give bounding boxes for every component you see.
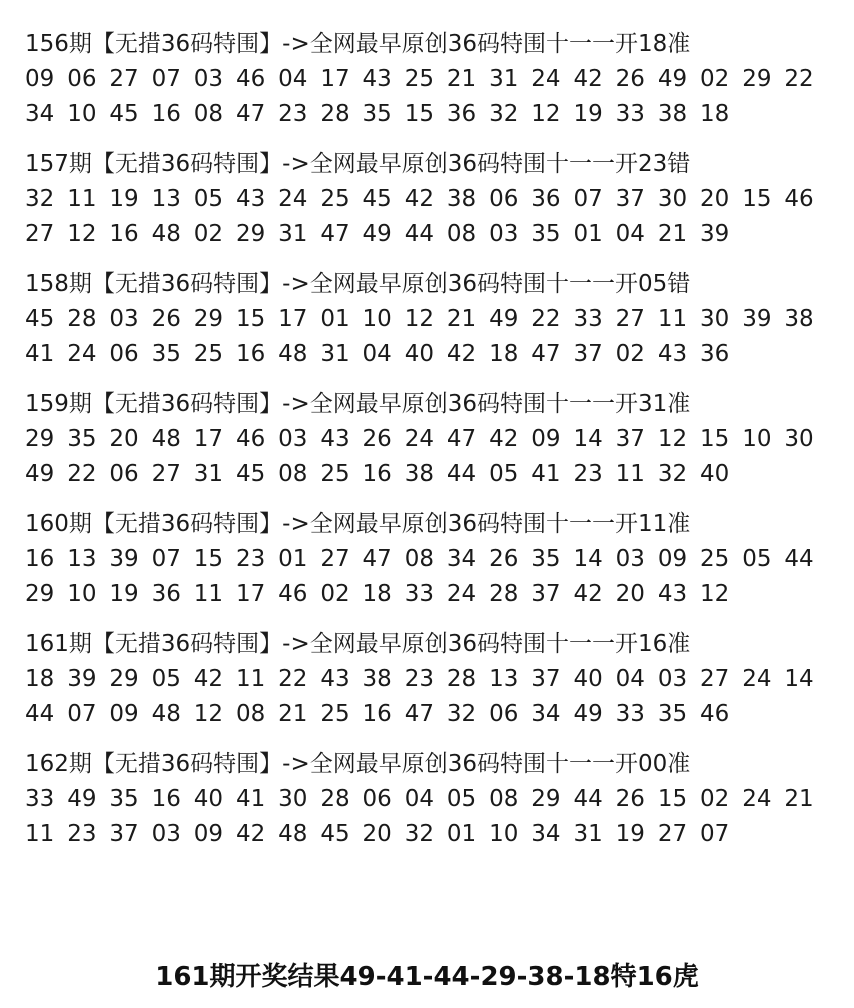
number-cell: 38: [362, 666, 392, 692]
number-cell: 08: [446, 221, 477, 247]
number-cell: 42: [573, 66, 603, 92]
number-cell: 37: [531, 581, 561, 607]
number-cell: 12: [700, 581, 730, 607]
number-cell: 01: [573, 221, 603, 247]
number-cell: 22: [784, 66, 814, 92]
number-cell: 31: [320, 341, 350, 367]
number-cell: 19: [109, 186, 139, 212]
number-cell: 09: [109, 701, 139, 727]
number-cell: 41: [25, 341, 55, 367]
draw-result: 161期开奖结果49-41-44-29-38-18特16虎: [155, 962, 699, 992]
number-cell: 08: [193, 101, 224, 127]
number-cell: 29: [531, 786, 561, 812]
entry-title: 158期【无措36码特围】->全网最早原创36码特围十一一开05错: [25, 271, 691, 297]
number-cell: 44: [25, 701, 55, 727]
number-cell: 19: [615, 821, 645, 847]
number-cell: 06: [489, 701, 519, 727]
number-cell: 01: [320, 306, 350, 332]
number-cell: 29: [235, 221, 266, 247]
number-cell: 23: [278, 101, 308, 127]
number-cell: 38: [404, 461, 434, 487]
number-cell: 31: [573, 821, 603, 847]
number-cell: 24: [446, 581, 477, 607]
number-cell: 23: [235, 546, 266, 572]
number-cell: 27: [109, 66, 139, 92]
number-cell: 13: [151, 186, 181, 212]
number-cell: 30: [784, 426, 814, 452]
number-cell: 34: [531, 821, 561, 847]
number-cell: 36: [446, 101, 477, 127]
number-cell: 26: [489, 546, 519, 572]
number-cell: 27: [657, 821, 688, 847]
number-cell: 21: [784, 786, 814, 812]
number-cell: 13: [489, 666, 519, 692]
number-cell: 09: [193, 821, 224, 847]
number-cell: 14: [573, 426, 603, 452]
number-cell: 25: [193, 341, 224, 367]
number-cell: 10: [489, 821, 519, 847]
number-row: [25, 422, 835, 457]
number-cell: 47: [362, 546, 392, 572]
number-cell: 27: [700, 666, 730, 692]
number-cell: 08: [489, 786, 519, 812]
number-cell: 42: [446, 341, 477, 367]
number-cell: 02: [700, 66, 730, 92]
number-cell: 43: [320, 666, 350, 692]
number-cell: 20: [700, 186, 730, 212]
number-cell: 17: [278, 306, 308, 332]
number-cell: 04: [278, 66, 308, 92]
number-cell: 48: [151, 426, 181, 452]
number-cell: 23: [67, 821, 97, 847]
number-cell: 45: [109, 101, 139, 127]
number-cell: 41: [235, 786, 266, 812]
number-cell: 47: [446, 426, 477, 452]
number-cell: 45: [362, 186, 392, 212]
number-row: [25, 182, 835, 217]
number-cell: 48: [278, 821, 308, 847]
number-cell: 34: [25, 101, 55, 127]
number-cell: 16: [109, 221, 139, 247]
number-cell: 49: [67, 786, 97, 812]
number-cell: 47: [404, 701, 434, 727]
number-row: [25, 817, 835, 852]
number-cell: 45: [235, 461, 266, 487]
number-cell: 29: [25, 581, 55, 607]
number-cell: 12: [193, 701, 224, 727]
number-cell: 42: [193, 666, 224, 692]
number-cell: 43: [235, 186, 266, 212]
number-row: [25, 302, 835, 337]
number-cell: 25: [404, 66, 434, 92]
number-cell: 38: [657, 101, 688, 127]
number-cell: 15: [235, 306, 266, 332]
number-cell: 14: [784, 666, 814, 692]
number-cell: 22: [531, 306, 561, 332]
number-cell: 16: [235, 341, 266, 367]
number-cell: 39: [109, 546, 139, 572]
number-cell: 40: [193, 786, 224, 812]
number-cell: 33: [615, 101, 645, 127]
number-cell: 17: [235, 581, 266, 607]
entry-title: 157期【无措36码特围】->全网最早原创36码特围十一一开23错: [25, 151, 691, 177]
number-cell: 22: [278, 666, 308, 692]
number-cell: 43: [320, 426, 350, 452]
number-cell: 19: [573, 101, 603, 127]
number-cell: 04: [404, 786, 434, 812]
number-cell: 44: [446, 461, 477, 487]
number-cell: 13: [67, 546, 97, 572]
number-cell: 10: [67, 101, 97, 127]
number-cell: 19: [109, 581, 139, 607]
number-cell: 12: [531, 101, 561, 127]
number-cell: 40: [404, 341, 434, 367]
number-cell: 37: [615, 186, 645, 212]
number-cell: 47: [235, 101, 266, 127]
number-cell: 07: [700, 821, 730, 847]
number-cell: 47: [320, 221, 350, 247]
number-cell: 25: [320, 461, 350, 487]
number-cell: 06: [362, 786, 392, 812]
number-cell: 05: [742, 546, 772, 572]
number-cell: 35: [109, 786, 139, 812]
number-cell: 06: [489, 186, 519, 212]
number-cell: 35: [67, 426, 97, 452]
number-cell: 28: [67, 306, 97, 332]
number-cell: 09: [25, 66, 55, 92]
number-cell: 44: [573, 786, 603, 812]
number-cell: 09: [657, 546, 688, 572]
number-cell: 03: [278, 426, 308, 452]
entry-title: 159期【无措36码特围】->全网最早原创36码特围十一一开31准: [25, 391, 691, 417]
number-cell: 26: [151, 306, 181, 332]
number-cell: 35: [531, 221, 561, 247]
number-cell: 48: [151, 701, 181, 727]
number-cell: 12: [67, 221, 97, 247]
number-cell: 03: [109, 306, 139, 332]
number-cell: 03: [657, 666, 688, 692]
prediction-entry-157: [25, 147, 835, 252]
number-cell: 37: [615, 426, 645, 452]
number-cell: 23: [404, 666, 434, 692]
number-cell: 12: [657, 426, 688, 452]
number-cell: 32: [404, 821, 434, 847]
number-cell: 29: [742, 66, 772, 92]
number-cell: 11: [193, 581, 224, 607]
number-cell: 45: [25, 306, 55, 332]
number-cell: 45: [320, 821, 350, 847]
number-cell: 12: [404, 306, 434, 332]
number-cell: 03: [615, 546, 645, 572]
number-cell: 48: [151, 221, 181, 247]
number-cell: 46: [700, 701, 730, 727]
number-cell: 06: [67, 66, 97, 92]
number-cell: 16: [25, 546, 55, 572]
entry-title: 160期【无措36码特围】->全网最早原创36码特围十一一开11准: [25, 511, 691, 537]
number-cell: 10: [742, 426, 772, 452]
number-cell: 44: [784, 546, 814, 572]
number-cell: 02: [320, 581, 350, 607]
number-cell: 11: [615, 461, 645, 487]
number-cell: 02: [193, 221, 224, 247]
number-cell: 24: [742, 786, 772, 812]
number-cell: 18: [25, 666, 55, 692]
number-cell: 11: [25, 821, 55, 847]
number-cell: 24: [278, 186, 308, 212]
number-cell: 38: [784, 306, 814, 332]
number-cell: 27: [615, 306, 645, 332]
number-cell: 24: [531, 66, 561, 92]
number-cell: 25: [700, 546, 730, 572]
number-cell: 17: [193, 426, 224, 452]
number-cell: 10: [67, 581, 97, 607]
number-cell: 33: [25, 786, 55, 812]
number-cell: 15: [193, 546, 224, 572]
number-cell: 49: [25, 461, 55, 487]
number-cell: 21: [446, 306, 477, 332]
number-cell: 36: [700, 341, 730, 367]
number-cell: 40: [573, 666, 603, 692]
number-row: [25, 697, 835, 732]
number-cell: 04: [615, 666, 645, 692]
number-cell: 25: [320, 186, 350, 212]
number-cell: 38: [446, 186, 477, 212]
number-cell: 47: [531, 341, 561, 367]
number-cell: 43: [657, 581, 688, 607]
number-cell: 15: [742, 186, 772, 212]
number-cell: 03: [151, 821, 181, 847]
number-row: [25, 782, 835, 817]
number-cell: 20: [362, 821, 392, 847]
number-cell: 28: [446, 666, 477, 692]
number-cell: 36: [531, 186, 561, 212]
number-cell: 39: [67, 666, 97, 692]
number-cell: 26: [615, 786, 645, 812]
prediction-list: [25, 27, 835, 867]
number-cell: 36: [151, 581, 181, 607]
number-row: [25, 62, 835, 97]
number-cell: 03: [489, 221, 519, 247]
number-cell: 24: [742, 666, 772, 692]
number-cell: 16: [151, 101, 181, 127]
number-row: [25, 542, 835, 577]
number-cell: 18: [489, 341, 519, 367]
number-cell: 04: [615, 221, 645, 247]
number-cell: 43: [657, 341, 688, 367]
number-cell: 05: [151, 666, 181, 692]
number-cell: 37: [573, 341, 603, 367]
prediction-entry-156: [25, 27, 835, 132]
number-cell: 31: [278, 221, 308, 247]
number-cell: 06: [109, 461, 139, 487]
number-cell: 46: [235, 66, 266, 92]
number-cell: 27: [320, 546, 350, 572]
number-cell: 49: [489, 306, 519, 332]
number-row: [25, 217, 835, 252]
number-cell: 48: [278, 341, 308, 367]
number-cell: 32: [489, 101, 519, 127]
number-row: [25, 577, 835, 612]
entry-title: 162期【无措36码特围】->全网最早原创36码特围十一一开00准: [25, 751, 691, 777]
prediction-entry-158: [25, 267, 835, 372]
number-cell: 16: [362, 701, 392, 727]
number-cell: 39: [742, 306, 772, 332]
number-cell: 35: [151, 341, 181, 367]
number-cell: 29: [193, 306, 224, 332]
number-cell: 41: [531, 461, 561, 487]
number-cell: 32: [446, 701, 477, 727]
number-cell: 20: [615, 581, 645, 607]
number-cell: 27: [151, 461, 181, 487]
number-cell: 15: [657, 786, 688, 812]
number-row: [25, 457, 835, 492]
number-cell: 40: [700, 461, 730, 487]
number-cell: 07: [67, 701, 97, 727]
number-cell: 33: [573, 306, 603, 332]
number-cell: 29: [25, 426, 55, 452]
number-cell: 42: [235, 821, 266, 847]
number-cell: 44: [404, 221, 434, 247]
number-cell: 27: [25, 221, 55, 247]
number-cell: 37: [531, 666, 561, 692]
number-cell: 33: [615, 701, 645, 727]
number-cell: 31: [193, 461, 224, 487]
number-cell: 24: [404, 426, 434, 452]
number-cell: 32: [25, 186, 55, 212]
number-cell: 11: [67, 186, 97, 212]
number-cell: 46: [235, 426, 266, 452]
number-cell: 09: [531, 426, 561, 452]
number-cell: 30: [700, 306, 730, 332]
number-cell: 02: [700, 786, 730, 812]
number-cell: 01: [278, 546, 308, 572]
number-cell: 20: [109, 426, 139, 452]
number-cell: 26: [615, 66, 645, 92]
number-cell: 42: [573, 581, 603, 607]
number-cell: 35: [531, 546, 561, 572]
number-cell: 30: [278, 786, 308, 812]
number-cell: 08: [278, 461, 308, 487]
number-cell: 42: [489, 426, 519, 452]
number-cell: 25: [320, 701, 350, 727]
number-cell: 49: [573, 701, 603, 727]
number-cell: 15: [700, 426, 730, 452]
number-cell: 39: [700, 221, 730, 247]
number-cell: 11: [235, 666, 266, 692]
number-cell: 28: [320, 101, 350, 127]
number-cell: 49: [362, 221, 392, 247]
number-cell: 17: [320, 66, 350, 92]
prediction-entry-160: [25, 507, 835, 612]
number-cell: 11: [657, 306, 688, 332]
number-cell: 28: [489, 581, 519, 607]
number-cell: 28: [320, 786, 350, 812]
number-cell: 07: [151, 66, 181, 92]
number-cell: 05: [446, 786, 477, 812]
number-cell: 46: [784, 186, 814, 212]
number-cell: 05: [489, 461, 519, 487]
number-cell: 05: [193, 186, 224, 212]
number-cell: 30: [657, 186, 688, 212]
number-cell: 21: [446, 66, 477, 92]
number-cell: 08: [404, 546, 434, 572]
entry-title: 156期【无措36码特围】->全网最早原创36码特围十一一开18准: [25, 31, 691, 57]
number-row: [25, 662, 835, 697]
prediction-entry-162: [25, 747, 835, 852]
number-cell: 16: [362, 461, 392, 487]
number-cell: 15: [404, 101, 434, 127]
number-cell: 32: [657, 461, 688, 487]
number-cell: 29: [109, 666, 139, 692]
number-cell: 04: [362, 341, 392, 367]
number-cell: 06: [109, 341, 139, 367]
number-cell: 18: [700, 101, 730, 127]
number-cell: 24: [67, 341, 97, 367]
number-cell: 37: [109, 821, 139, 847]
number-cell: 34: [446, 546, 477, 572]
number-cell: 02: [615, 341, 645, 367]
number-cell: 14: [573, 546, 603, 572]
number-cell: 49: [657, 66, 688, 92]
number-cell: 16: [151, 786, 181, 812]
number-cell: 07: [151, 546, 181, 572]
number-cell: 07: [573, 186, 603, 212]
number-row: [25, 337, 835, 372]
number-cell: 31: [489, 66, 519, 92]
number-cell: 03: [193, 66, 224, 92]
number-cell: 35: [657, 701, 688, 727]
number-cell: 43: [362, 66, 392, 92]
number-cell: 18: [362, 581, 392, 607]
number-cell: 21: [657, 221, 688, 247]
number-cell: 42: [404, 186, 434, 212]
number-cell: 46: [278, 581, 308, 607]
number-cell: 21: [278, 701, 308, 727]
number-cell: 26: [362, 426, 392, 452]
prediction-entry-159: [25, 387, 835, 492]
number-cell: 33: [404, 581, 434, 607]
number-cell: 22: [67, 461, 97, 487]
number-cell: 08: [235, 701, 266, 727]
entry-title: 161期【无措36码特围】->全网最早原创36码特围十一一开16准: [25, 631, 691, 657]
number-cell: 34: [531, 701, 561, 727]
number-cell: 10: [362, 306, 392, 332]
prediction-entry-161: [25, 627, 835, 732]
number-row: [25, 97, 835, 132]
number-cell: 01: [446, 821, 477, 847]
number-cell: 23: [573, 461, 603, 487]
number-cell: 35: [362, 101, 392, 127]
